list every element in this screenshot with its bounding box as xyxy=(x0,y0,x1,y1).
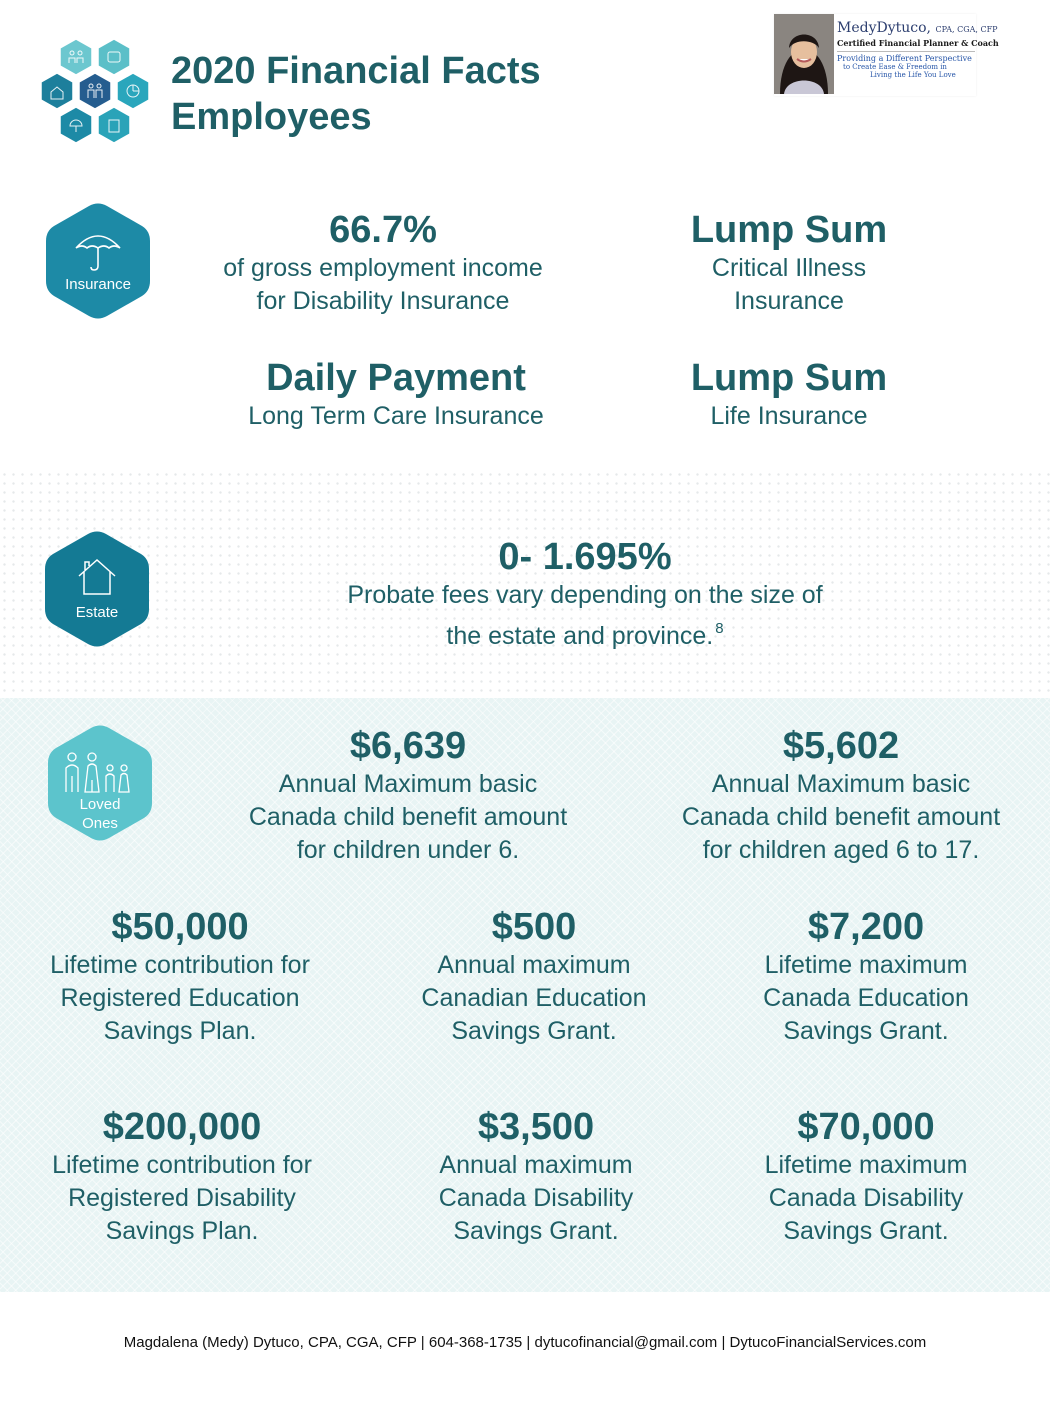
insurance-hex-icon xyxy=(44,202,152,320)
logo-tagline-2: to Create Ease & Freedom in xyxy=(843,63,947,71)
fact-rdsp-lifetime xyxy=(12,1105,352,1248)
fact-cdsg-lifetime xyxy=(706,1105,1026,1248)
fact-value: Daily Payment xyxy=(266,357,526,399)
logo-tagline-3: Living the Life You Love xyxy=(870,71,956,79)
fact-desc-line: for children aged 6 to 17. xyxy=(702,836,980,864)
fact-ccb-6-to-17 xyxy=(646,724,1036,867)
fact-desc-line: Canada Disability xyxy=(768,1184,964,1212)
fact-desc-line: Canada Disability xyxy=(438,1184,634,1212)
advisor-photo xyxy=(774,14,834,94)
fact-value: $200,000 xyxy=(102,1106,262,1148)
fact-cdsg-annual xyxy=(376,1105,696,1248)
fact-desc-line: Canadian Education xyxy=(421,984,647,1012)
fact-value: $500 xyxy=(491,906,577,948)
fact-cesg-annual xyxy=(374,905,694,1048)
logo-name: MedyDytuco, xyxy=(837,20,931,36)
fact-value: $6,639 xyxy=(349,725,467,767)
fact-desc-line: for children under 6. xyxy=(296,836,520,864)
fact-value: 0- 1.695% xyxy=(498,536,672,578)
fact-desc-line: Life Insurance xyxy=(710,402,868,430)
fact-resp-lifetime xyxy=(10,905,350,1048)
fact-desc-line: Savings Grant. xyxy=(453,1217,619,1245)
fact-desc-line: Lifetime contribution for xyxy=(50,951,310,979)
fact-desc-line: Savings Plan. xyxy=(105,1217,259,1245)
umbrella-icon xyxy=(74,230,122,272)
fact-desc-line: Registered Disability xyxy=(68,1184,296,1212)
fact-probate-fees xyxy=(300,535,870,653)
loved-ones-label-line: Loved xyxy=(79,796,121,813)
fact-critical-illness xyxy=(620,208,958,318)
fact-value: $70,000 xyxy=(797,1106,935,1148)
fact-desc-line: Lifetime maximum xyxy=(764,951,968,979)
fact-desc-line: for Disability Insurance xyxy=(256,287,510,315)
fact-value: $50,000 xyxy=(111,906,249,948)
fact-long-term-care xyxy=(196,356,596,433)
logo-tagline-1: Providing a Different Perspective xyxy=(837,54,972,63)
fact-desc-line: Probate fees vary depending on the size of xyxy=(347,581,823,609)
footer-contact: Magdalena (Medy) Dytuco, CPA, CGA, CFP | 604-368-1735 | dytucofinancial@gmail.com | DytucoFinancialServices.com xyxy=(123,1334,927,1351)
house-icon xyxy=(76,556,118,598)
loved-ones-label xyxy=(46,795,154,833)
fact-life-insurance xyxy=(620,356,958,433)
fact-desc-line: Canada Education xyxy=(763,984,969,1012)
fact-desc-line: Annual maximum xyxy=(437,951,631,979)
fact-desc-line: Canada child benefit amount xyxy=(248,803,568,831)
fact-desc-line: Savings Plan. xyxy=(103,1017,257,1045)
fact-cesg-lifetime xyxy=(706,905,1026,1048)
fact-disability xyxy=(183,208,583,318)
fact-desc-line: Annual maximum xyxy=(439,1151,633,1179)
family-icon xyxy=(62,750,138,794)
fact-desc-line: Savings Grant. xyxy=(451,1017,617,1045)
fact-desc-line: Lifetime maximum xyxy=(764,1151,968,1179)
fact-desc-line: Annual Maximum basic xyxy=(278,770,538,798)
footnote-marker: 8 xyxy=(715,620,724,637)
estate-label: Estate xyxy=(75,604,119,621)
logo-credentials: CPA, CGA, CFP xyxy=(935,25,998,34)
logo-divider xyxy=(837,51,975,52)
fact-desc-line: Critical Illness xyxy=(711,254,867,282)
hexagon-icon-cluster xyxy=(30,36,160,156)
loved-ones-hex-icon xyxy=(46,724,154,842)
fact-desc-line: Lifetime contribution for xyxy=(52,1151,312,1179)
logo-subtitle: Certified Financial Planner & Coach xyxy=(837,38,999,48)
fact-desc-line: Registered Education xyxy=(60,984,300,1012)
page-title: 2020 Financial Facts xyxy=(171,50,541,92)
fact-value: Lump Sum xyxy=(690,209,888,251)
fact-desc-line: Insurance xyxy=(734,287,844,315)
advisor-logo-card xyxy=(774,14,999,96)
fact-desc-line: Canada child benefit amount xyxy=(681,803,1001,831)
fact-ccb-under-6 xyxy=(213,724,603,867)
logo-text xyxy=(837,20,999,79)
fact-desc-line xyxy=(300,612,870,653)
fact-desc-line: Savings Grant. xyxy=(783,1217,949,1245)
page-subtitle: Employees xyxy=(171,96,372,138)
fact-value: $7,200 xyxy=(807,906,925,948)
fact-value: 66.7% xyxy=(329,209,437,251)
fact-desc-line: Savings Grant. xyxy=(783,1017,949,1045)
fact-desc-text: the estate and province. xyxy=(446,622,714,650)
fact-value: Lump Sum xyxy=(690,357,888,399)
fact-desc-line: of gross employment income xyxy=(223,254,543,282)
insurance-label: Insurance xyxy=(65,276,131,293)
fact-value: $5,602 xyxy=(782,725,900,767)
fact-desc-line: Long Term Care Insurance xyxy=(248,402,544,430)
estate-hex-icon xyxy=(43,530,151,648)
fact-desc-line: Annual Maximum basic xyxy=(711,770,971,798)
fact-value: $3,500 xyxy=(477,1106,595,1148)
loved-ones-label-line: Ones xyxy=(82,815,118,832)
